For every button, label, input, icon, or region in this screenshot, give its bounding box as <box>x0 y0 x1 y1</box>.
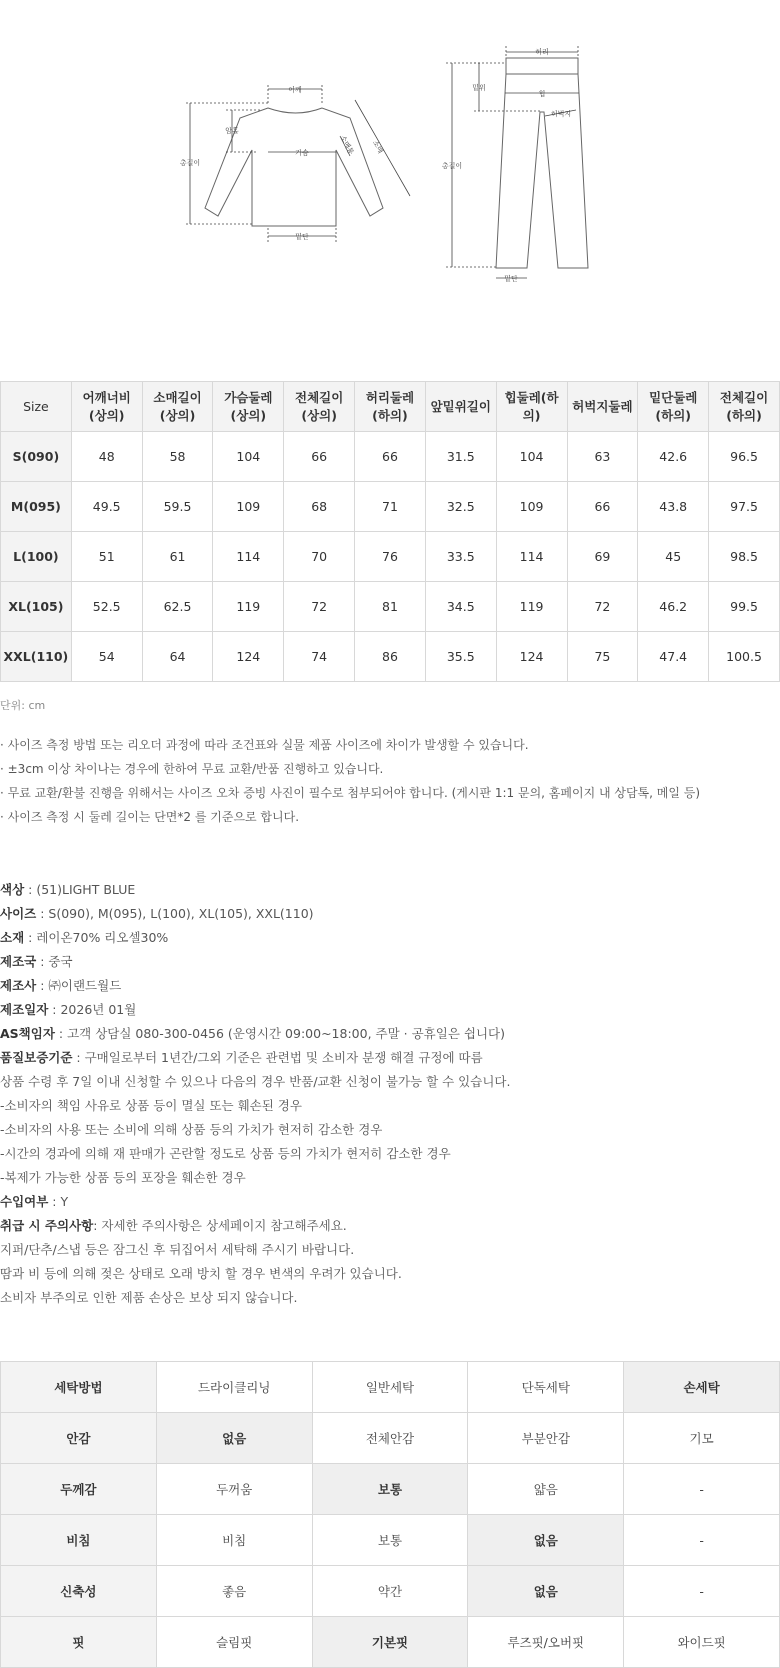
info-line <box>0 1190 510 1214</box>
size-value: 62.5 <box>142 582 213 632</box>
label-pants-hem: 밑단 <box>504 275 518 283</box>
size-value: 35.5 <box>425 632 496 682</box>
info-line <box>0 878 510 902</box>
info-text: -시간의 경과에 의해 재 판매가 곤란할 정도로 상품 등의 가치가 현저히 감소한 경우 <box>0 1146 451 1161</box>
size-value: 31.5 <box>425 432 496 482</box>
care-option: 일반세탁 <box>312 1362 468 1413</box>
label-shoulder: 어깨 <box>288 86 302 94</box>
note-line: · 무료 교환/환불 진행을 위해서는 사이즈 오차 증빙 사진이 필수로 첨부되어야 합니다. (게시판 1:1 문의, 홈페이지 내 상담톡, 메일 등) <box>0 786 701 800</box>
size-value: 45 <box>638 532 709 582</box>
info-text: : 구매일로부터 1년간/그외 기준은 관련법 및 소비자 분쟁 해결 규정에 따름 <box>72 1050 483 1065</box>
size-header: 허벅지둘레 <box>567 382 638 432</box>
care-row <box>1 1413 780 1464</box>
size-label: S(090) <box>1 432 72 482</box>
care-option: 비침 <box>156 1515 312 1566</box>
size-value: 43.8 <box>638 482 709 532</box>
care-row-head: 핏 <box>1 1617 157 1668</box>
care-table <box>0 1361 780 1668</box>
size-value: 109 <box>213 482 284 532</box>
unit-label: 단위: cm <box>0 699 46 712</box>
info-line <box>0 1094 510 1118</box>
info-line <box>0 1262 510 1286</box>
label-top-hem: 밑단 <box>295 233 309 241</box>
info-text: : 고객 상담실 080-300-0456 (운영시간 09:00~18:00, 주말 · 공휴일은 쉽니다) <box>54 1026 505 1041</box>
care-option-selected: 없음 <box>156 1413 312 1464</box>
size-value: 33.5 <box>425 532 496 582</box>
care-option: 단독세탁 <box>468 1362 624 1413</box>
care-option: 두꺼움 <box>156 1464 312 1515</box>
size-row <box>1 582 780 632</box>
size-table <box>0 381 780 682</box>
care-option: 드라이클리닝 <box>156 1362 312 1413</box>
size-value: 63 <box>567 432 638 482</box>
info-label: 제조일자 <box>0 1002 49 1017</box>
size-value: 32.5 <box>425 482 496 532</box>
info-line <box>0 1142 510 1166</box>
info-label: 제조사 <box>0 978 37 993</box>
care-option-selected: 기본핏 <box>312 1617 468 1668</box>
size-label: XL(105) <box>1 582 72 632</box>
info-label: 소재 <box>0 930 25 945</box>
size-value: 75 <box>567 632 638 682</box>
size-value: 96.5 <box>709 432 780 482</box>
care-option-selected: 보통 <box>312 1464 468 1515</box>
label-top-total-length: 총길이 <box>179 159 201 167</box>
info-text: 상품 수령 후 7일 이내 신청할 수 있으나 다음의 경우 반품/교환 신청이 불가능 할 수 있습니다. <box>0 1074 511 1089</box>
size-header: 허리둘레(하의) <box>355 382 426 432</box>
care-option: 루즈핏/오버핏 <box>468 1617 624 1668</box>
care-row-head: 두께감 <box>1 1464 157 1515</box>
size-label: XXL(110) <box>1 632 72 682</box>
care-option: 전체안감 <box>312 1413 468 1464</box>
size-row <box>1 482 780 532</box>
care-option: 약간 <box>312 1566 468 1617</box>
info-line <box>0 1118 510 1142</box>
care-option: 좋음 <box>156 1566 312 1617</box>
info-label: AS책임자 <box>0 1026 55 1041</box>
info-label: 취급 시 주의사항 <box>0 1218 94 1233</box>
info-text: 땀과 비 등에 의해 젖은 상태로 오래 방치 할 경우 변색의 우려가 있습니다. <box>0 1266 402 1281</box>
size-value: 48 <box>71 432 142 482</box>
size-value: 70 <box>284 532 355 582</box>
size-value: 124 <box>213 632 284 682</box>
care-option: 부분안감 <box>468 1413 624 1464</box>
size-header: 전체길이(하의) <box>709 382 780 432</box>
size-header: 어깨너비(상의) <box>71 382 142 432</box>
size-header: 힙둘레(하의) <box>496 382 567 432</box>
size-value: 51 <box>71 532 142 582</box>
label-sleeve: 소매 <box>370 139 385 155</box>
care-option: 보통 <box>312 1515 468 1566</box>
care-row <box>1 1515 780 1566</box>
size-value: 72 <box>284 582 355 632</box>
care-option: - <box>624 1566 780 1617</box>
size-value: 100.5 <box>709 632 780 682</box>
size-value: 124 <box>496 632 567 682</box>
size-header: 가슴둘레(상의) <box>213 382 284 432</box>
size-row <box>1 632 780 682</box>
size-row <box>1 432 780 482</box>
size-value: 47.4 <box>638 632 709 682</box>
size-value: 66 <box>284 432 355 482</box>
size-header: 전체길이(상의) <box>284 382 355 432</box>
info-label: 제조국 <box>0 954 37 969</box>
size-value: 34.5 <box>425 582 496 632</box>
info-text: : Y <box>48 1194 69 1209</box>
size-row <box>1 532 780 582</box>
care-option: 얇음 <box>468 1464 624 1515</box>
info-label: 색상 <box>0 882 25 897</box>
info-line <box>0 926 510 950</box>
size-value: 66 <box>567 482 638 532</box>
care-option: 와이드핏 <box>624 1617 780 1668</box>
info-text: : 2026년 01월 <box>48 1002 137 1017</box>
size-value: 42.6 <box>638 432 709 482</box>
info-text: : (51)LIGHT BLUE <box>24 882 136 897</box>
size-value: 114 <box>496 532 567 582</box>
info-text: -복제가 가능한 상품 등의 포장을 훼손한 경우 <box>0 1170 246 1185</box>
size-value: 86 <box>355 632 426 682</box>
care-row <box>1 1464 780 1515</box>
pants-measure-lines <box>446 46 579 278</box>
size-value: 109 <box>496 482 567 532</box>
note-line: · ±3cm 이상 차이나는 경우에 한하여 무료 교환/반품 진행하고 있습니다. <box>0 762 384 776</box>
note-line: · 사이즈 측정 방법 또는 리오더 과정에 따라 조건표와 실물 제품 사이즈에 차이가 발생할 수 있습니다. <box>0 738 529 752</box>
size-value: 69 <box>567 532 638 582</box>
care-row-head: 세탁방법 <box>1 1362 157 1413</box>
label-pants-total-length: 총길이 <box>441 162 463 170</box>
info-text: -소비자의 책임 사유로 상품 등이 멸실 또는 훼손된 경우 <box>0 1098 302 1113</box>
info-text: 지퍼/단추/스냅 등은 잠그신 후 뒤집어서 세탁해 주시기 바랍니다. <box>0 1242 355 1257</box>
size-value: 119 <box>213 582 284 632</box>
info-line <box>0 1286 510 1310</box>
size-header: Size <box>1 382 72 432</box>
size-value: 98.5 <box>709 532 780 582</box>
info-line <box>0 950 510 974</box>
care-row <box>1 1617 780 1668</box>
size-value: 114 <box>213 532 284 582</box>
size-label: M(095) <box>1 482 72 532</box>
size-value: 59.5 <box>142 482 213 532</box>
care-option: 기모 <box>624 1413 780 1464</box>
info-label: 품질보증기준 <box>0 1050 73 1065</box>
size-value: 104 <box>496 432 567 482</box>
info-label: 수입여부 <box>0 1194 49 1209</box>
size-value: 81 <box>355 582 426 632</box>
care-option: - <box>624 1464 780 1515</box>
label-thigh: 허벅지 <box>550 110 572 118</box>
size-value: 46.2 <box>638 582 709 632</box>
size-value: 64 <box>142 632 213 682</box>
size-value: 99.5 <box>709 582 780 632</box>
info-line <box>0 974 510 998</box>
note-line: · 사이즈 측정 시 둘레 길이는 단면*2 를 기준으로 합니다. <box>0 810 300 824</box>
label-hip: 힙 <box>538 90 546 98</box>
size-value: 72 <box>567 582 638 632</box>
size-value: 104 <box>213 432 284 482</box>
size-value: 61 <box>142 532 213 582</box>
size-value: 52.5 <box>71 582 142 632</box>
info-text: : 중국 <box>36 954 73 969</box>
info-line <box>0 1070 510 1094</box>
care-option-selected: 손세탁 <box>624 1362 780 1413</box>
info-line <box>0 902 510 926</box>
label-sleeve-opening: 소매통 <box>338 134 356 156</box>
label-chest: 가슴 <box>295 149 309 157</box>
care-row-head: 비침 <box>1 1515 157 1566</box>
size-table-header-row <box>1 382 780 432</box>
label-armhole: 암홀 <box>225 127 239 135</box>
info-line <box>0 1166 510 1190</box>
care-row <box>1 1566 780 1617</box>
care-option-selected: 없음 <box>468 1515 624 1566</box>
label-rise: 밑위 <box>472 84 486 92</box>
size-guide-diagram <box>0 0 780 340</box>
size-header: 밑단둘레(하의) <box>638 382 709 432</box>
size-header: 앞밑위길이 <box>425 382 496 432</box>
size-label: L(100) <box>1 532 72 582</box>
info-line <box>0 1214 510 1238</box>
info-line <box>0 1238 510 1262</box>
info-label: 사이즈 <box>0 906 37 921</box>
size-value: 97.5 <box>709 482 780 532</box>
label-waist: 허리 <box>535 48 549 56</box>
size-header: 소매길이(상의) <box>142 382 213 432</box>
product-info <box>0 878 510 1310</box>
care-option-selected: 없음 <box>468 1566 624 1617</box>
info-text: : 레이온70% 리오셀30% <box>24 930 169 945</box>
size-value: 68 <box>284 482 355 532</box>
info-text: : S(090), M(095), L(100), XL(105), XXL(110) <box>36 906 314 921</box>
care-row-head: 신축성 <box>1 1566 157 1617</box>
info-text: : 자세한 주의사항은 상세페이지 참고해주세요. <box>93 1218 347 1233</box>
info-text: : ㈜이랜드월드 <box>36 978 122 993</box>
care-row-head: 안감 <box>1 1413 157 1464</box>
size-value: 58 <box>142 432 213 482</box>
size-value: 74 <box>284 632 355 682</box>
size-value: 71 <box>355 482 426 532</box>
info-line <box>0 1022 510 1046</box>
size-value: 76 <box>355 532 426 582</box>
care-row <box>1 1362 780 1413</box>
size-value: 66 <box>355 432 426 482</box>
size-value: 119 <box>496 582 567 632</box>
info-line <box>0 998 510 1022</box>
size-notes <box>0 733 700 829</box>
info-text: -소비자의 사용 또는 소비에 의해 상품 등의 가치가 현저히 감소한 경우 <box>0 1122 383 1137</box>
size-value: 49.5 <box>71 482 142 532</box>
measurement-illustration <box>0 0 780 340</box>
care-option: - <box>624 1515 780 1566</box>
info-line <box>0 1046 510 1070</box>
info-text: 소비자 부주의로 인한 제품 손상은 보상 되지 않습니다. <box>0 1290 298 1305</box>
top-measure-lines <box>186 85 410 242</box>
care-option: 슬림핏 <box>156 1617 312 1668</box>
size-value: 54 <box>71 632 142 682</box>
